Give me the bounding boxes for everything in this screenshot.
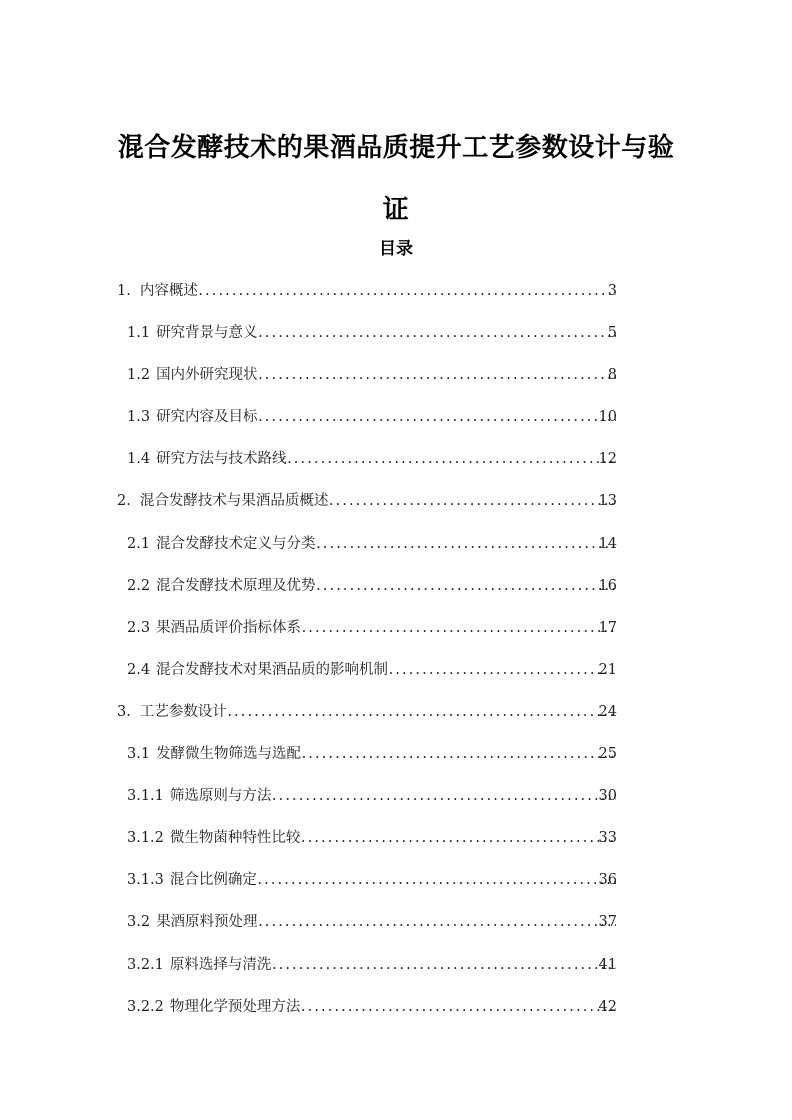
toc-entry-title: 混合发酵技术与果酒品质概述: [139, 493, 329, 510]
toc-entry[interactable]: [0, 534, 792, 576]
toc-dot-leader: [287, 449, 616, 469]
toc-entry-page-number: 17: [598, 619, 617, 636]
toc-entry[interactable]: [0, 365, 792, 407]
toc-entry-page-number: 24: [598, 703, 617, 720]
toc-dot-leader: [258, 407, 616, 427]
toc-entry[interactable]: [0, 702, 792, 744]
toc-dot-leader: [329, 491, 616, 511]
toc-entry-number: 3.: [117, 703, 131, 720]
toc-entry-title: 研究内容及目标: [156, 409, 258, 426]
toc-entry-page-number: 5: [607, 325, 617, 342]
toc-entry[interactable]: [0, 912, 792, 954]
toc-dot-leader: [301, 828, 616, 848]
toc-entry-page-number: 25: [598, 746, 617, 763]
toc-entry-title: 混合发酵技术原理及优势: [156, 577, 316, 594]
toc-entry[interactable]: [0, 955, 792, 997]
toc-dot-leader: [301, 997, 616, 1017]
toc-entry-title: 工艺参数设计: [139, 703, 227, 720]
toc-entry-page-number: 12: [598, 451, 617, 468]
document-title-line-2: 证: [382, 195, 410, 226]
toc-entry-number: 3.2.2: [127, 998, 164, 1015]
toc-entry[interactable]: [0, 491, 792, 533]
toc-entry-title: 研究方法与技术路线: [156, 451, 287, 468]
toc-entry-number: 2.3: [127, 619, 151, 636]
toc-entry-number: 1.: [117, 283, 131, 299]
toc-entry-page-number: 8: [607, 367, 617, 384]
toc-entry-title: 研究背景与意义: [156, 325, 258, 342]
toc-entry-page-number: 42: [598, 998, 617, 1015]
document-title-line-1: 混合发酵技术的果酒品质提升工艺参数设计与验: [117, 133, 675, 164]
toc-entry-page-number: 3: [607, 283, 617, 299]
toc-dot-leader: [302, 618, 616, 638]
toc-entry-page-number: 30: [598, 788, 617, 805]
toc-entry-number: 3.2.1: [127, 956, 164, 973]
toc-entry-title: 发酵微生物筛选与选配: [156, 746, 302, 763]
toc-dot-leader: [272, 786, 616, 806]
toc-entry-page-number: 41: [598, 956, 617, 973]
toc-entry[interactable]: [0, 323, 792, 365]
toc-entry-page-number: 21: [598, 661, 617, 678]
toc-dot-leader: [389, 660, 616, 680]
toc-entry-page-number: 14: [598, 535, 617, 552]
toc-entry-page-number: 33: [598, 830, 617, 847]
toc-entry-page-number: 10: [598, 409, 617, 426]
table-of-contents-heading: 目录: [379, 239, 413, 259]
toc-dot-leader: [316, 534, 616, 554]
toc-dot-leader: [227, 702, 616, 722]
table-of-contents: [0, 281, 792, 1039]
toc-entry[interactable]: [0, 618, 792, 660]
toc-entry-number: 3.1: [127, 746, 151, 763]
toc-entry-number: 1.2: [127, 367, 151, 384]
toc-entry-title: 筛选原则与方法: [169, 788, 272, 805]
toc-dot-leader: [257, 870, 616, 890]
toc-entry-title: 果酒原料预处理: [156, 914, 258, 931]
toc-entry[interactable]: [0, 660, 792, 702]
toc-entry-number: 1.3: [127, 409, 151, 426]
toc-entry-page-number: 16: [598, 577, 617, 594]
toc-entry-number: 1.4: [127, 451, 151, 468]
toc-dot-leader: [258, 323, 616, 343]
toc-dot-leader: [198, 281, 616, 301]
toc-dot-leader: [258, 365, 616, 385]
toc-entry-number: 2.1: [127, 535, 151, 552]
toc-entry[interactable]: [0, 786, 792, 828]
toc-entry-number: 2.2: [127, 577, 151, 594]
toc-entry-title: 果酒品质评价指标体系: [156, 619, 302, 636]
toc-dot-leader: [258, 912, 616, 932]
document-title: [96, 117, 696, 241]
toc-entry-number: 3.1.1: [127, 788, 164, 805]
toc-entry[interactable]: [0, 997, 792, 1039]
toc-entry[interactable]: [0, 281, 792, 323]
toc-entry-title: 混合发酵技术对果酒品质的影响机制: [156, 661, 389, 678]
toc-entry[interactable]: [0, 828, 792, 870]
toc-entry-number: 3.1.3: [127, 872, 164, 889]
toc-entry-number: 2.: [117, 493, 131, 510]
toc-entry[interactable]: [0, 576, 792, 618]
toc-dot-leader: [316, 576, 616, 596]
toc-entry-title: 内容概述: [139, 283, 198, 299]
toc-entry-number: 3.1.2: [127, 830, 164, 847]
toc-entry[interactable]: [0, 870, 792, 912]
toc-entry-title: 国内外研究现状: [156, 367, 258, 384]
toc-dot-leader: [302, 744, 616, 764]
toc-entry[interactable]: [0, 744, 792, 786]
toc-entry-title: 物理化学预处理方法: [169, 998, 301, 1015]
toc-entry-number: 1.1: [127, 325, 151, 342]
toc-entry-page-number: 37: [598, 914, 617, 931]
toc-entry-number: 2.4: [127, 661, 151, 678]
toc-entry-title: 微生物菌种特性比较: [169, 830, 301, 847]
toc-dot-leader: [272, 955, 616, 975]
toc-entry-page-number: 13: [598, 493, 617, 510]
toc-entry-number: 3.2: [127, 914, 151, 931]
toc-entry-title: 混合发酵技术定义与分类: [156, 535, 316, 552]
toc-entry-title: 原料选择与清洗: [169, 956, 272, 973]
toc-entry[interactable]: [0, 449, 792, 491]
toc-entry-page-number: 36: [598, 872, 617, 889]
toc-entry[interactable]: [0, 407, 792, 449]
toc-entry-title: 混合比例确定: [169, 872, 257, 889]
